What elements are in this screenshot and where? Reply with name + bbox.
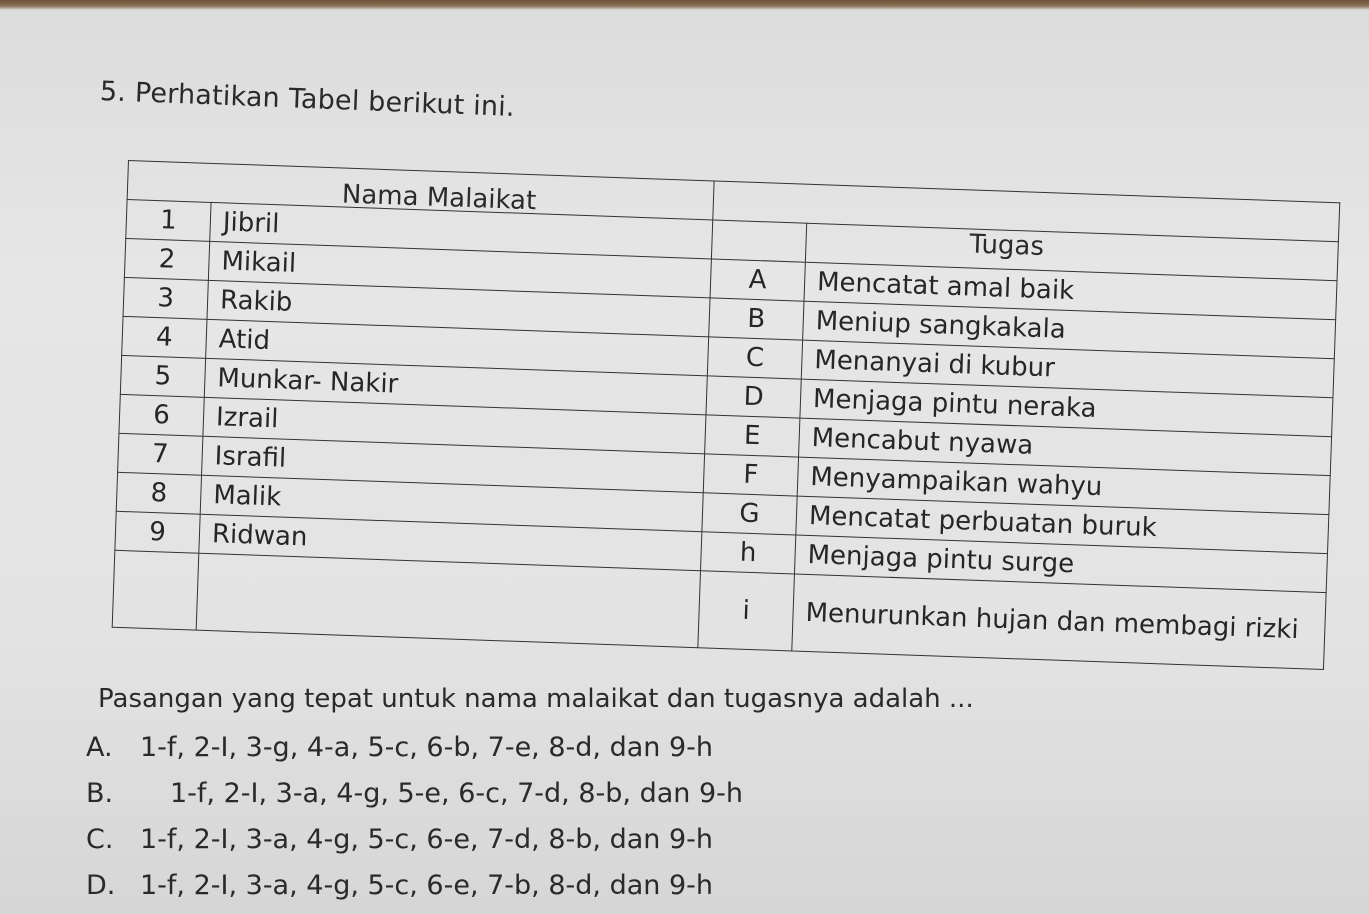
task-letter: E	[705, 415, 800, 457]
angel-task-table-wrap	[111, 160, 1339, 680]
question-prompt: Pasangan yang tepat untuk nama malaikat dan tugasnya adalah ...	[98, 684, 974, 714]
answer-option-b[interactable]	[86, 774, 743, 820]
task-text: Menjaga pintu surge	[794, 535, 1327, 593]
task-letter: G	[702, 493, 797, 535]
task-text: Mencatat amal baik	[804, 262, 1337, 320]
answer-option-d[interactable]	[86, 866, 743, 912]
task-letter: C	[707, 337, 802, 379]
angel-name: Israfil	[202, 436, 705, 492]
angel-name: Ridwan	[199, 514, 702, 570]
task-letter	[711, 220, 806, 262]
row-number: 2	[124, 238, 209, 280]
angel-name: Mikail	[208, 241, 711, 297]
angel-name: Munkar- Nakir	[204, 358, 707, 414]
angel-name: Malik	[200, 475, 703, 531]
task-text: Mencatat perbuatan buruk	[796, 496, 1329, 554]
option-letter: C.	[86, 824, 114, 855]
task-text: Menyampaikan wahyu	[797, 457, 1330, 515]
angel-name	[196, 553, 700, 647]
option-letter: A.	[86, 732, 113, 763]
row-number: 1	[126, 199, 211, 241]
task-letter: D	[706, 376, 801, 418]
task-text: Menanyai di kubur	[801, 340, 1334, 398]
task-text: Menjaga pintu neraka	[800, 379, 1333, 437]
angel-name: Izrail	[203, 397, 706, 453]
task-text: Meniup sangkakala	[803, 301, 1336, 359]
row-number: 5	[120, 355, 205, 397]
answer-options	[86, 728, 743, 912]
task-letter: i	[698, 571, 795, 651]
task-letter: B	[709, 298, 804, 340]
row-number: 3	[123, 277, 208, 319]
task-letter: F	[703, 454, 798, 496]
task-letter: h	[701, 532, 796, 574]
header-angel-name: Nama Malaikat	[341, 179, 537, 217]
row-number: 4	[122, 316, 207, 358]
option-letter: D.	[86, 870, 116, 901]
header-task: Tugas	[969, 229, 1045, 263]
option-text: 1-f, 2-I, 3-a, 4-g, 5-c, 6-e, 7-b, 8-d, dan 9-h	[140, 870, 713, 901]
angel-task-table	[112, 160, 1341, 670]
angel-name: Atid	[206, 319, 709, 375]
option-letter: B.	[86, 778, 114, 809]
task-letter: A	[710, 259, 805, 301]
question-title: 5. Perhatikan Tabel berikut ini.	[99, 76, 516, 123]
row-number: 8	[116, 472, 201, 514]
row-number	[112, 550, 199, 630]
row-number: 6	[119, 394, 204, 436]
row-number: 9	[115, 511, 200, 553]
angel-name: Rakib	[207, 280, 710, 336]
row-number: 7	[118, 433, 203, 475]
paper-edge	[0, 0, 1369, 10]
angel-name: Jibril	[210, 202, 713, 258]
option-text: 1-f, 2-I, 3-a, 4-g, 5-c, 6-e, 7-d, 8-b, dan 9-h	[140, 824, 713, 855]
task-text: Menurunkan hujan dan membagi rizki	[792, 574, 1326, 670]
answer-option-c[interactable]	[86, 820, 743, 866]
task-text: Mencabut nyawa	[799, 418, 1332, 476]
option-text: 1-f, 2-I, 3-g, 4-a, 5-c, 6-b, 7-e, 8-d, dan 9-h	[140, 732, 713, 763]
answer-option-a[interactable]	[86, 728, 743, 774]
option-text: 1-f, 2-I, 3-a, 4-g, 5-e, 6-c, 7-d, 8-b, dan 9-h	[170, 778, 743, 809]
